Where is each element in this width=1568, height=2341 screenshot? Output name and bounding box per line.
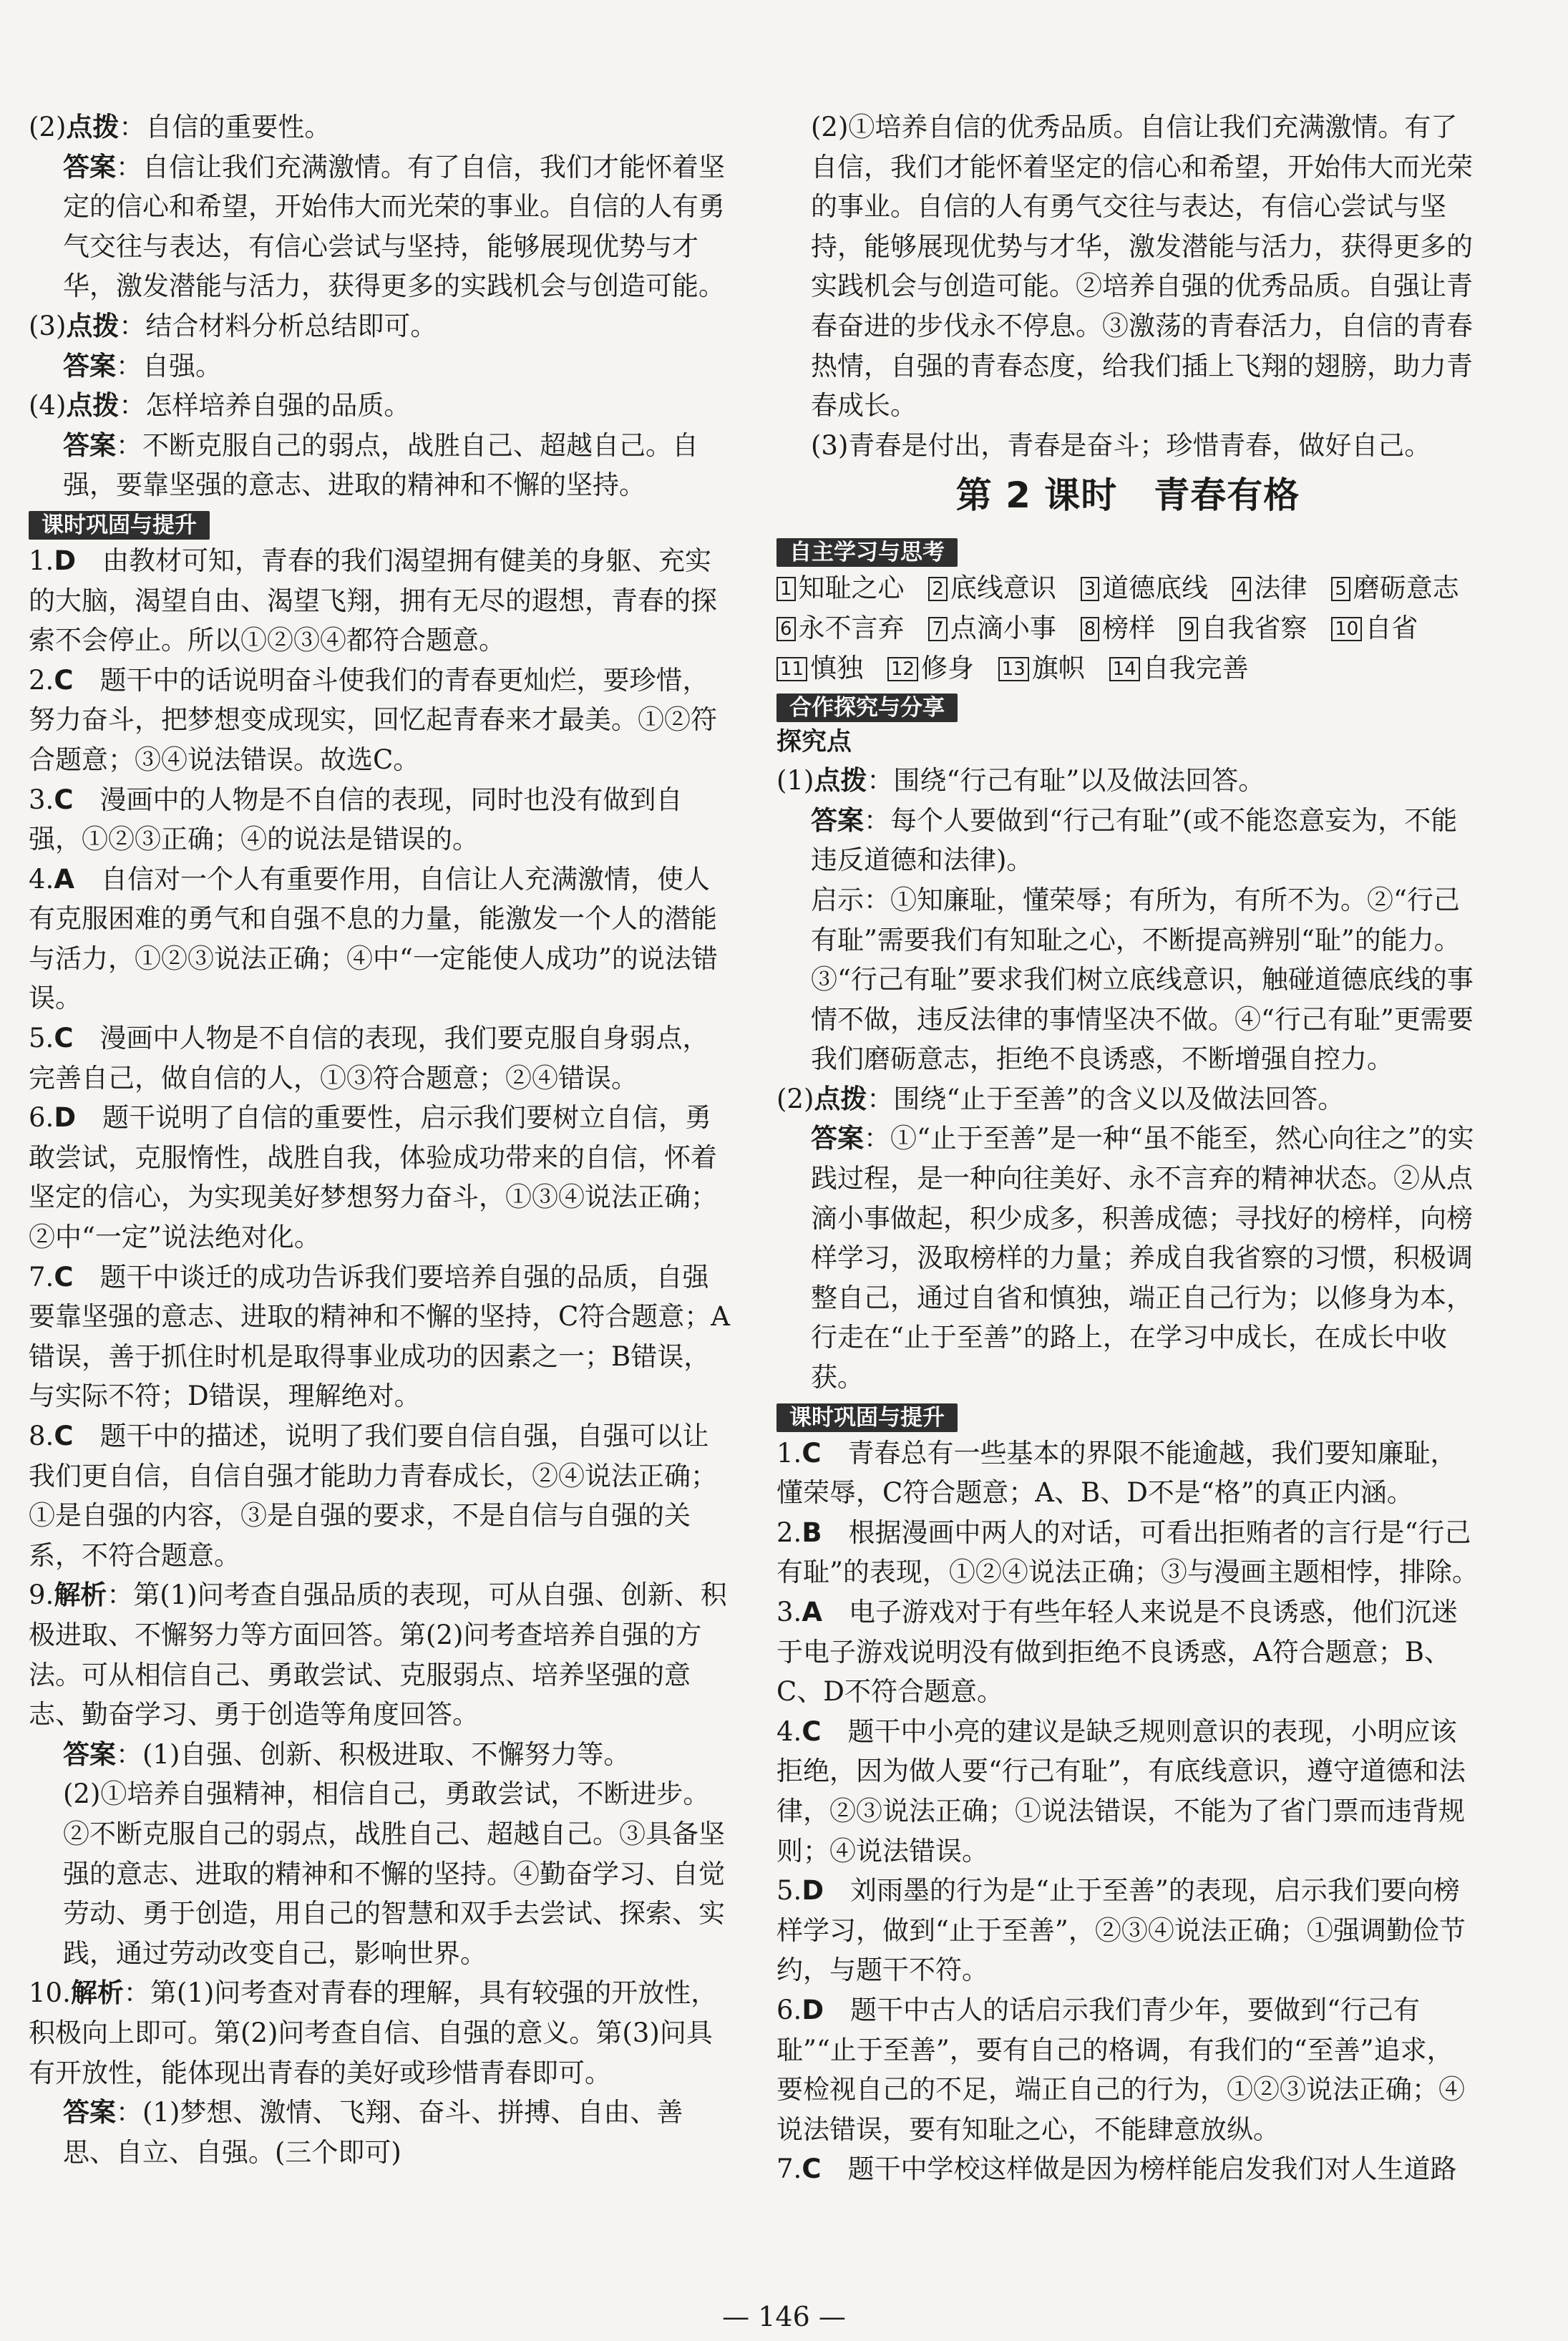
keyword-9: 9 自我省察 xyxy=(1179,613,1308,643)
keyword-1: 1 知耻之心 xyxy=(776,573,905,603)
keyword-10: 10 自省 xyxy=(1331,613,1418,643)
explore-answer-2: 答案：①“止于至善”是一种“虽不能至，然心向往之”的实践过程，是一种向往美好、永不言弃的精神状态。②从点滴小事做起，积少成多，积善成德；寻找好的榜样，向榜样学习，汲取榜样的力量；养成自我省察的习惯，积极调整自己，通过自省和慎独，端正自己行为；以修身为本，行走在“止于至善”的路上，在学习中成长，在成长中收获。 xyxy=(811,1123,1474,1393)
question-4: 4.A 自信对一个人有重要作用，自信让人充满激情，使人有克服困难的勇气和自强不息的力量，能激发一个人的潜能与活力，①②③说法正确；④中“一定能使人成功”的说法错误。 xyxy=(29,863,718,1014)
keyword-7: 7 点滴小事 xyxy=(928,613,1056,643)
question-r3: 3.A 电子游戏对于有些年轻人来说是不良诱惑，他们沉迷于电子游戏说明没有做到拒绝不良诱惑，A符合题意；B、C、D不符合题意。 xyxy=(776,1597,1458,1708)
explore-heading: 探究点 xyxy=(776,728,852,757)
continued-answer-2: (2)①培养自信的优秀品质。自信让我们充满激情。有了自信，我们才能怀着坚定的信心和希望，开始伟大而光荣的事业。自信的人有勇气交往与表达，有信心尝试与坚持，能够展现优势与才华，激发潜能与活力，获得更多的实践机会与创造可能。②培养自强的优秀品质。自强让青春奋进的步伐永不停息。③激荡的青春活力，自信的青春热情，自强的青春态度，给我们插上飞翔的翅膀，助力青春成长。 xyxy=(811,112,1473,422)
keyword-12: 12 修身 xyxy=(887,653,974,683)
page-number: — 146 — xyxy=(722,2301,846,2332)
section-header-self-study: 自主学习与思考 xyxy=(776,538,958,567)
keyword-4: 4 法律 xyxy=(1232,573,1308,603)
section-header-cooperation: 合作探究与分享 xyxy=(776,693,958,722)
question-9-answer: 答案：(1)自强、创新、积极进取、不懈努力等。 xyxy=(63,1738,630,1770)
question-2: 2.C 题干中的话说明奋斗使我们的青春更灿烂，要珍惜，努力奋斗，把梦想变成现实，回忆起青春来才最美。①②符合题意；③④说法错误。故选C。 xyxy=(29,664,717,775)
left-column xyxy=(29,107,731,2172)
keyword-14: 14 自我完善 xyxy=(1109,653,1249,683)
explore-hint-1: (1)点拨：围绕“行己有耻”以及做法回答。 xyxy=(776,765,1265,797)
question-r7: 7.C 题干中学校这样做是因为榜样能启发我们对人生道路 xyxy=(776,2153,1457,2185)
hint-4: (4)点拨：怎样培养自强的品质。 xyxy=(29,390,411,422)
keyword-8: 8 榜样 xyxy=(1081,613,1156,643)
question-r1: 1.C 青春总有一些基本的界限不能逾越，我们要知廉耻，懂荣辱，C符合题意；A、B、D不是“格”的真正内涵。 xyxy=(776,1437,1457,1509)
question-3: 3.C 漫画中的人物是不自信的表现，同时也没有做到自强，①②③正确；④的说法是错误的。 xyxy=(29,784,683,855)
question-r5: 5.D 刘雨墨的行为是“止于至善”的表现，启示我们要向榜样学习，做到“止于至善”，②③④说法正确；①强调勤俭节约，与题干不符。 xyxy=(776,1875,1466,1986)
answer-2: 答案：自信让我们充满激情。有了自信，我们才能怀着坚定的信心和希望，开始伟大而光荣的事业。自信的人有勇气交往与表达，有信心尝试与坚持，能够展现优势与才华，激发潜能与活力，获得更多的实践机会与创造可能。 xyxy=(63,151,725,302)
question-7: 7.C 题干中谈迁的成功告诉我们要培养自强的品质，自强要靠坚强的意志、进取的精神和不懈的坚持，C符合题意；A错误，善于抓住时机是取得事业成功的因素之一；B错误，与实际不符；D错误，理解绝对。 xyxy=(29,1261,731,1412)
question-r6: 6.D 题干中古人的话启示我们青少年，要做到“行己有耻”“止于至善”，要有自己的格调，有我们的“至善”追求，要检视自己的不足，端正自己的行为，①②③说法正确；④说法错误，要有知耻之心，不能肆意放纵。 xyxy=(776,1994,1465,2145)
question-5: 5.C 漫画中人物是不自信的表现，我们要克服自身弱点，完善自己，做自信的人，①③符合题意；②④错误。 xyxy=(29,1023,709,1094)
hint-3: (3)点拨：结合材料分析总结即可。 xyxy=(29,310,437,341)
keyword-5: 5 磨砺意志 xyxy=(1331,573,1459,603)
question-r4: 4.C 题干中小亮的建议是缺乏规则意识的表现，小明应该拒绝，因为做人要“行己有耻”，有底线意识，遵守道德和法律，②③说法正确；①说法错误，不能为了省门票而违背规则；④说法错误。 xyxy=(776,1715,1466,1867)
answer-3: 答案：自强。 xyxy=(63,350,222,381)
question-9-answer-2: (2)①培养自强精神，相信自己，勇敢尝试，不断进步。②不断克服自己的弱点，战胜自己、超越自己。③具备坚强的意志、进取的精神和不懈的坚持。④勤奋学习、自觉劳动、勇于创造，用自己的智慧和双手去尝试、探索、实践，通过劳动改变自己，影响世界。 xyxy=(63,1778,725,1969)
keyword-3: 3 道德底线 xyxy=(1081,573,1209,603)
section-header-consolidation-2: 课时巩固与提升 xyxy=(776,1403,958,1432)
section-header-consolidation: 课时巩固与提升 xyxy=(29,511,210,540)
answer-4: 答案：不断克服自己的弱点，战胜自己、超越自己。自强，要靠坚强的意志、进取的精神和不懈的坚持。 xyxy=(63,429,698,501)
explore-enlightenment: 启示：①知廉耻，懂荣辱；有所为，有所不为。②“行己有耻”需要我们有知耻之心，不断提高辨别“耻”的能力。③“行己有耻”要求我们树立底线意识，触碰道德底线的事情不做，违反法律的事情坚决不做。④“行己有耻”更需要我们磨砺意志，拒绝不良诱惑，不断增强自控力。 xyxy=(811,884,1474,1075)
question-6: 6.D 题干说明了自信的重要性，启示我们要树立自信，勇敢尝试，克服惰性，战胜自我，体验成功带来的自信，怀着坚定的信心，为实现美好梦想努力奋斗，①③④说法正确；②中“一定”说法绝对化。 xyxy=(29,1102,717,1253)
question-1: 1.D 由教材可知，青春的我们渴望拥有健美的身躯、充实的大脑，渴望自由、渴望飞翔，拥有无尽的遐想，青春的探索不会停止。所以①②③④都符合题意。 xyxy=(29,545,717,656)
question-9-analysis: 9.解析：第(1)问考查自强品质的表现，可从自强、创新、积极进取、不懈努力等方面回答。第(2)问考查培养自强的方法。可从相信自己、勇敢尝试、克服弱点、培养坚强的意志、勤奋学习、勇于创造等角度回答。 xyxy=(29,1580,727,1731)
question-10-analysis: 10.解析：第(1)问考查对青春的理解，具有较强的开放性，积极向上即可。第(2)问考查自信、自强的意义。第(3)问具有开放性，能体现出青春的美好或珍惜青春即可。 xyxy=(29,1977,718,2088)
explore-answer-1: 答案：每个人要做到“行己有耻”(或不能恣意妄为，不能违反道德和法律)。 xyxy=(811,804,1458,876)
question-r2: 2.B 根据漫画中两人的对话，可看出拒贿者的言行是“行己有耻”的表现，①②④说法正确；③与漫画主题相悖，排除。 xyxy=(776,1517,1479,1588)
lesson-title: 第 2 课时 青春有格 xyxy=(955,474,1300,517)
keyword-2: 2 底线意识 xyxy=(928,573,1056,603)
hint-2: (2)点拨：自信的重要性。 xyxy=(29,112,331,142)
question-8: 8.C 题干中的描述，说明了我们要自信自强，自强可以让我们更自信，自信自强才能助力青春成长，②④说法正确；①是自强的内容，③是自强的要求，不是自信与自强的关系，不符合题意。 xyxy=(29,1421,717,1571)
question-10-answer: 答案：(1)梦想、激情、飞翔、奋斗、拼搏、自由、善思、自立、自强。(三个即可) xyxy=(63,2097,683,2168)
keyword-6: 6 永不言弃 xyxy=(776,613,905,643)
continued-answer-3: (3)青春是付出，青春是奋斗；珍惜青春，做好自己。 xyxy=(811,429,1431,461)
right-column xyxy=(776,107,1479,2189)
keyword-answers xyxy=(776,568,1479,688)
explore-hint-2: (2)点拨：围绕“止于至善”的含义以及做法回答。 xyxy=(776,1083,1345,1114)
keyword-13: 13 旗帜 xyxy=(998,653,1085,683)
keyword-11: 11 慎独 xyxy=(776,653,863,683)
